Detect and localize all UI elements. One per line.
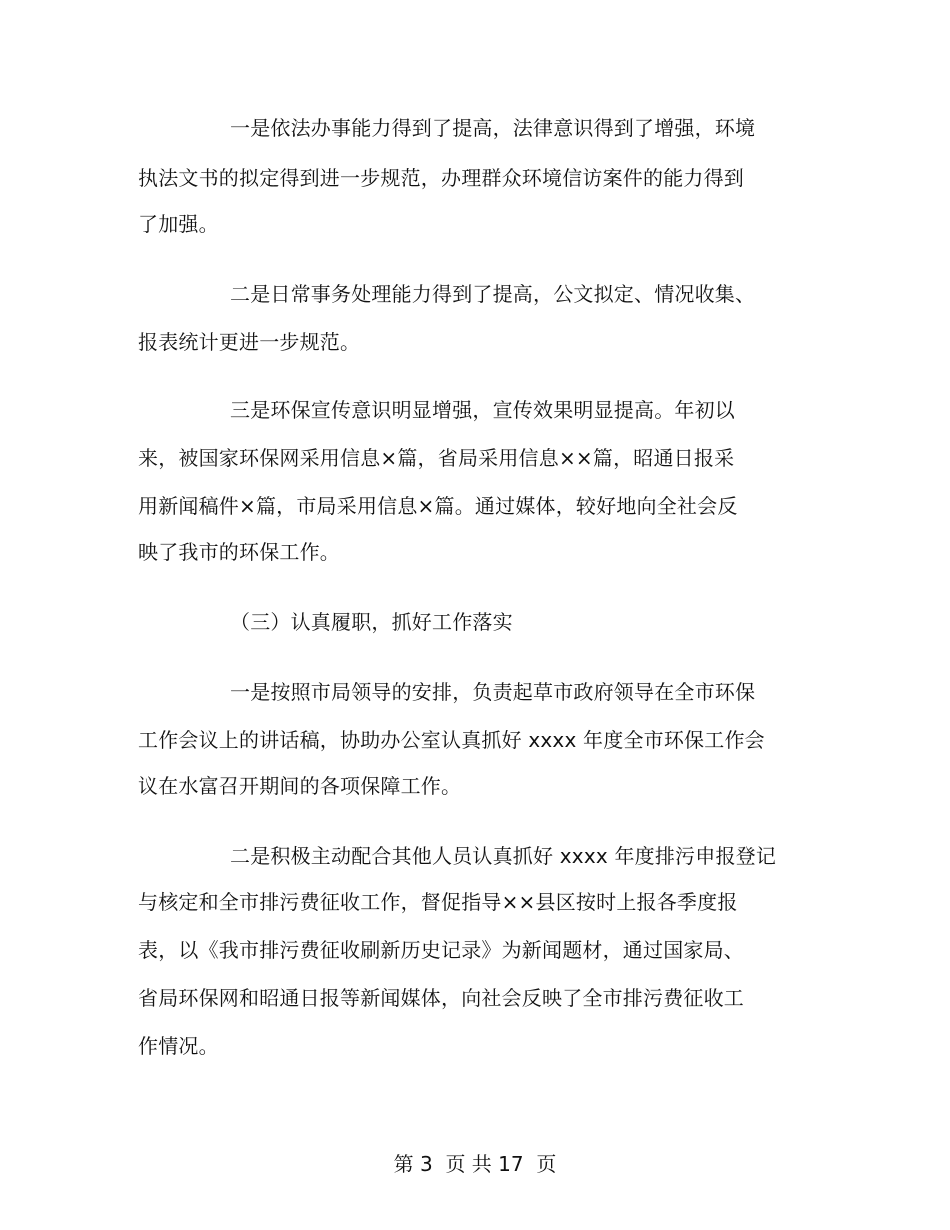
paragraph-3-line-4: 映了我市的环保工作。 bbox=[138, 540, 340, 564]
paragraph-3-line-3: 用新闻稿件×篇，市局采用信息×篇。通过媒体，较好地向全社会反 bbox=[138, 494, 738, 518]
paragraph-6-line-5: 作情况。 bbox=[138, 1034, 219, 1058]
paragraph-2-line-1: 二是日常事务处理能力得到了提高，公文拟定、情况收集、 bbox=[230, 282, 756, 306]
paragraph-6-line-2: 与核定和全市排污费征收工作，督促指导××县区按时上报各季度报 bbox=[138, 890, 738, 914]
paragraph-3-line-1: 三是环保宣传意识明显增强，宣传效果明显提高。年初以 bbox=[230, 398, 735, 422]
paragraph-5-line-1: 一是按照市局领导的安排，负责起草市政府领导在全市环保 bbox=[230, 680, 756, 704]
page-number-footer: 第 3 页 共 17 页 bbox=[393, 1152, 557, 1176]
paragraph-6-line-1: 二是积极主动配合其他人员认真抓好 xxxx 年度排污申报登记 bbox=[230, 844, 777, 868]
paragraph-5-line-3: 议在水富召开期间的各项保障工作。 bbox=[138, 774, 462, 798]
paragraph-5-line-2: 工作会议上的讲话稿，协助办公室认真抓好 xxxx 年度全市环保工作会 bbox=[138, 728, 765, 752]
paragraph-1-line-2: 执法文书的拟定得到进一步规范，办理群众环境信访案件的能力得到 bbox=[138, 166, 744, 190]
paragraph-2-line-2: 报表统计更进一步规范。 bbox=[138, 330, 361, 354]
paragraph-3-line-2: 来，被国家环保网采用信息×篇，省局采用信息××篇，昭通日报采 bbox=[138, 446, 735, 470]
paragraph-1-line-1: 一是依法办事能力得到了提高，法律意识得到了增强，环境 bbox=[230, 116, 756, 140]
paragraph-1-line-3: 了加强。 bbox=[138, 212, 219, 236]
paragraph-6-line-3: 表，以《我市排污费征收刷新历史记录》为新闻题材，通过国家局、 bbox=[138, 938, 744, 962]
section-heading: （三）认真履职，抓好工作落实 bbox=[230, 610, 513, 634]
paragraph-6-line-4: 省局环保网和昭通日报等新闻媒体，向社会反映了全市排污费征收工 bbox=[138, 986, 744, 1010]
